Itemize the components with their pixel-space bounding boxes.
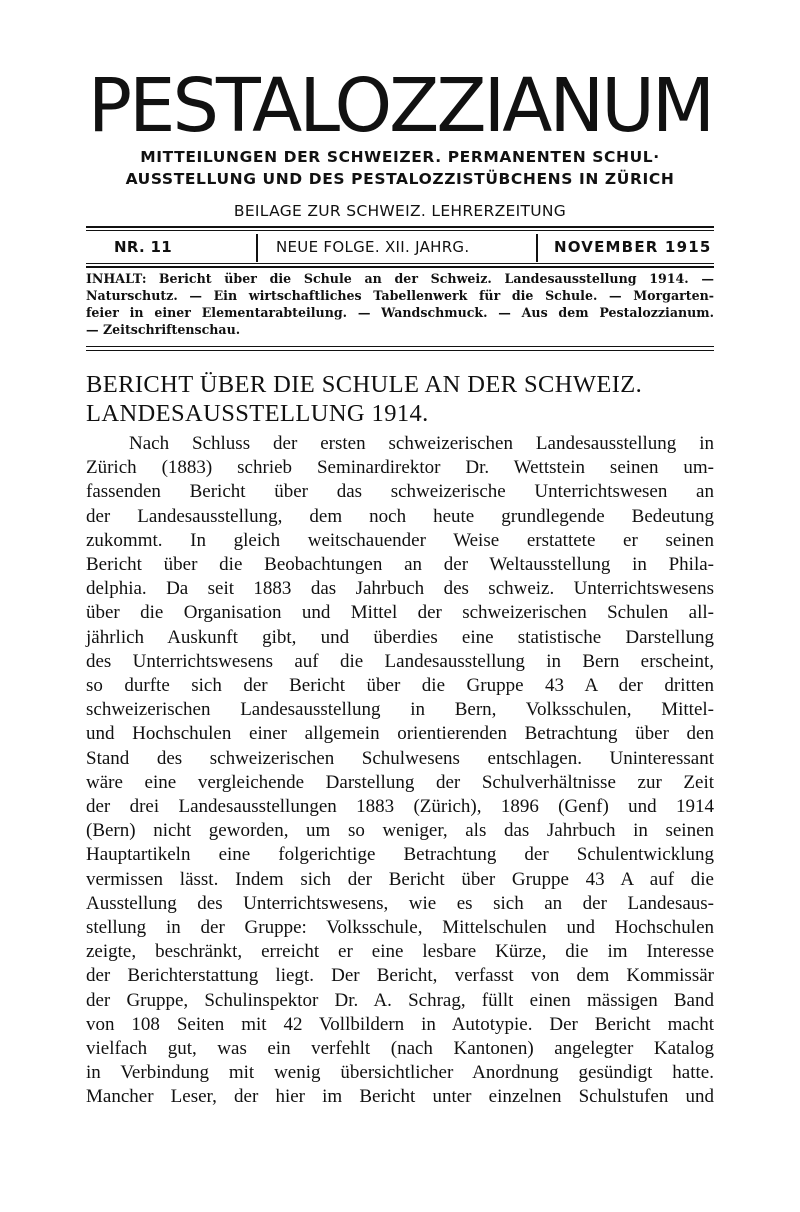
contents-line: INHALT: Bericht über die Schule an der Schweiz. Landesausstellung 1914. — bbox=[86, 271, 715, 286]
contents-rule-lower bbox=[86, 350, 714, 351]
article-line: fassenden Bericht über das schweizerische Unterrichtswesen an bbox=[86, 481, 714, 503]
issue-divider-1 bbox=[256, 234, 258, 262]
contents-summary bbox=[86, 270, 714, 338]
article-line: Zürich (1883) schrieb Seminardirektor Dr. Wettstein seinen um- bbox=[86, 457, 714, 479]
article-line: (Bern) nicht geworden, um so weniger, als das Jahrbuch in seinen bbox=[86, 820, 714, 842]
top-rule bbox=[86, 226, 714, 228]
article-body bbox=[86, 432, 714, 1110]
issue-number: NR. 11 bbox=[114, 238, 172, 256]
top-rule-inner bbox=[86, 230, 714, 231]
article-line: zukommt. In gleich weitschauender Weise erstattete er seinen bbox=[86, 529, 714, 551]
article-line: Ausstellung des Unterrichtswesens, wie es sich an der Landesaus- bbox=[86, 892, 714, 914]
article-headline bbox=[86, 370, 716, 428]
article-line: schweizerischen Landesausstellung in Bern, Volksschulen, Mittel- bbox=[86, 699, 714, 721]
masthead-subtitle bbox=[90, 146, 710, 190]
article-line: von 108 Seiten mit 42 Vollbildern in Autotypie. Der Bericht macht bbox=[86, 1013, 714, 1035]
article-line: vermissen lässt. Indem sich der Bericht über Gruppe 43 A auf die bbox=[86, 868, 714, 890]
article-line: jährlich Auskunft gibt, und überdies eine statistische Darstellung bbox=[86, 626, 714, 648]
headline-line-1: BERICHT ÜBER DIE SCHULE AN DER SCHWEIZ. bbox=[86, 371, 643, 398]
beilage-line: BEILAGE ZUR SCHWEIZ. LEHRERZEITUNG bbox=[233, 202, 567, 220]
issue-date: NOVEMBER 1915 bbox=[554, 238, 712, 256]
article-line: der Gruppe, Schulinspektor Dr. A. Schrag, füllt einen mässigen Band bbox=[86, 989, 714, 1011]
article-line: vielfach gut, was ein verfehlt (nach Kantonen) angelegter Katalog bbox=[86, 1038, 714, 1060]
subtitle-line-2: AUSSTELLUNG UND DES PESTALOZZISTÜBCHENS IN ZÜRICH bbox=[125, 170, 675, 188]
contents-rule-upper bbox=[86, 346, 714, 347]
article-line: und Hochschulen einer allgemein orientierenden Betrachtung über den bbox=[86, 723, 714, 745]
masthead-title: PESTALOZZIANUM bbox=[87, 63, 713, 149]
article-line: Hauptartikeln eine folgerichtige Betrachtung der Schulentwicklung bbox=[86, 844, 714, 866]
article-line: wäre eine vergleichende Darstellung der Schulverhältnisse zur Zeit bbox=[86, 771, 714, 793]
article-line: Mancher Leser, der hier im Bericht unter einzelnen Schulstufen und bbox=[86, 1086, 714, 1108]
article-line: Stand des schweizerischen Schulwesens entschlagen. Uninteressant bbox=[86, 747, 714, 769]
issue-bar bbox=[86, 232, 714, 262]
article-line: der drei Landesausstellungen 1883 (Zürich), 1896 (Genf) und 1914 bbox=[86, 796, 714, 818]
issue-divider-2 bbox=[536, 234, 538, 262]
contents-line: feier in einer Elementarabteilung. — Wandschmuck. — Aus dem Pestalozzianum. bbox=[86, 305, 714, 320]
article-line: der Landesausstellung, dem noch heute grundlegende Bedeutung bbox=[86, 505, 714, 527]
contents-label: INHALT: bbox=[86, 271, 147, 286]
article-line: in Verbindung mit wenig übersichtlicher Anordnung gesündigt hatte. bbox=[86, 1062, 714, 1084]
article-line: Nach Schluss der ersten schweizerischen Landesausstellung in bbox=[129, 433, 714, 454]
article-line: stellung in der Gruppe: Volksschule, Mittelschulen und Hochschulen bbox=[86, 917, 714, 939]
article-line: des Unterrichtswesens auf die Landesausstellung in Bern erscheint, bbox=[86, 650, 714, 672]
article-line: delphia. Da seit 1883 das Jahrbuch des schweiz. Unterrichtswesens bbox=[86, 578, 714, 600]
contents-line: — Zeitschriftenschau. bbox=[86, 322, 241, 337]
article-line: über die Organisation und Mittel der schweizerischen Schulen all- bbox=[86, 602, 714, 624]
article-line: Bericht über die Beobachtungen an der Weltausstellung in Phila- bbox=[86, 554, 714, 576]
article-line: zeigte, beschränkt, erreicht er eine lesbare Kürze, die im Interesse bbox=[86, 941, 714, 963]
subtitle-line-1: MITTEILUNGEN DER SCHWEIZER. PERMANENTEN SCHUL· bbox=[140, 148, 660, 166]
issue-series: NEUE FOLGE. XII. JAHRG. bbox=[276, 238, 470, 256]
article-line: der Berichterstattung liegt. Der Bericht, verfasst von dem Kommissär bbox=[86, 965, 714, 987]
issue-rule-upper bbox=[86, 263, 714, 264]
contents-line: Naturschutz. — Ein wirtschaftliches Tabellenwerk für die Schule. — Morgarten- bbox=[86, 288, 714, 303]
headline-line-2: LANDESAUSSTELLUNG 1914. bbox=[86, 400, 429, 427]
article-line: so durfte sich der Bericht über die Gruppe 43 A der dritten bbox=[86, 675, 714, 697]
issue-rule-lower bbox=[86, 266, 714, 268]
